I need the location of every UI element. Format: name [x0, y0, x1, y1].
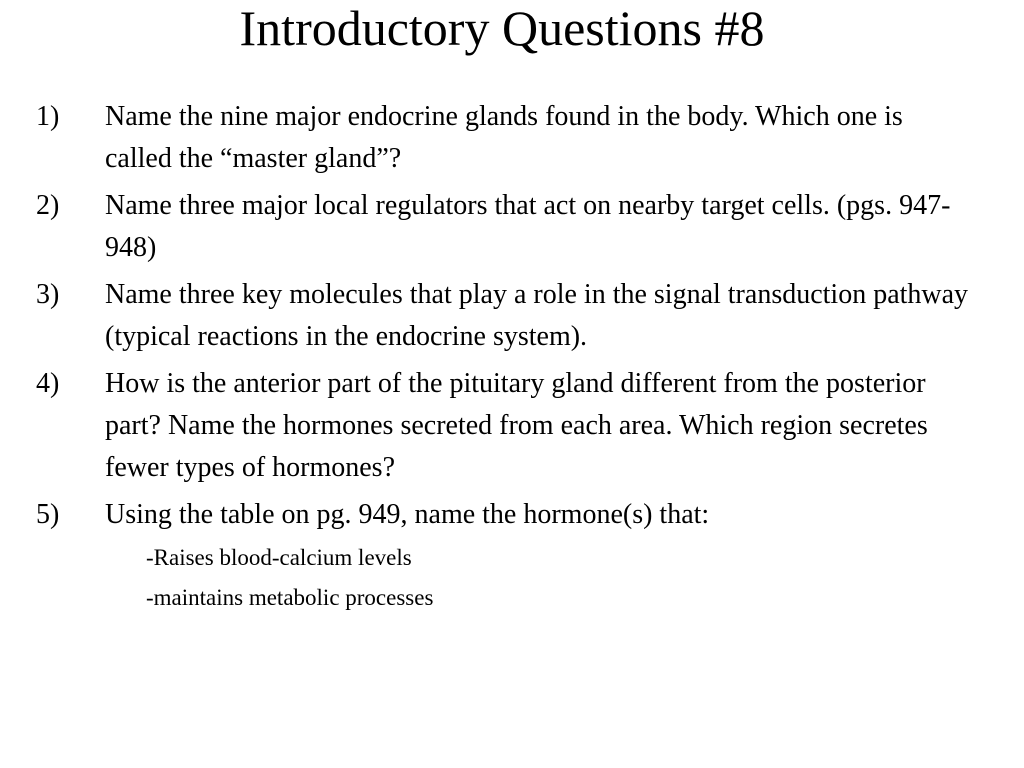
question-text: Name three major local regulators that act on nearby target cells. (pgs. 947-948)	[105, 190, 951, 263]
question-number: 3)	[36, 279, 60, 310]
question-list	[36, 96, 976, 623]
question-1	[36, 96, 976, 180]
question-text: How is the anterior part of the pituitary gland different from the posterior part? Name the hormones secreted from each area. Which region secretes fewer types of hormones?	[105, 368, 928, 483]
question-3	[36, 274, 976, 358]
question-text: Using the table on pg. 949, name the hormone(s) that:	[105, 499, 710, 530]
question-4	[36, 363, 976, 489]
question-number: 5)	[36, 499, 60, 530]
question-text: Name the nine major endocrine glands found in the body. Which one is called the “master gland”?	[105, 101, 903, 174]
sub-item-list	[105, 538, 976, 618]
question-2	[36, 185, 976, 269]
question-5	[36, 494, 976, 618]
sub-item-metabolic: -maintains metabolic processes	[146, 585, 434, 610]
slide-title: Introductory Questions #8	[239, 0, 765, 56]
sub-item-blood-calcium: -Raises blood-calcium levels	[146, 545, 412, 570]
question-text: Name three key molecules that play a role in the signal transduction pathway (typical reactions in the endocrine system).	[105, 279, 969, 352]
question-number: 2)	[36, 190, 60, 221]
question-number: 1)	[36, 101, 60, 132]
question-number: 4)	[36, 368, 60, 399]
